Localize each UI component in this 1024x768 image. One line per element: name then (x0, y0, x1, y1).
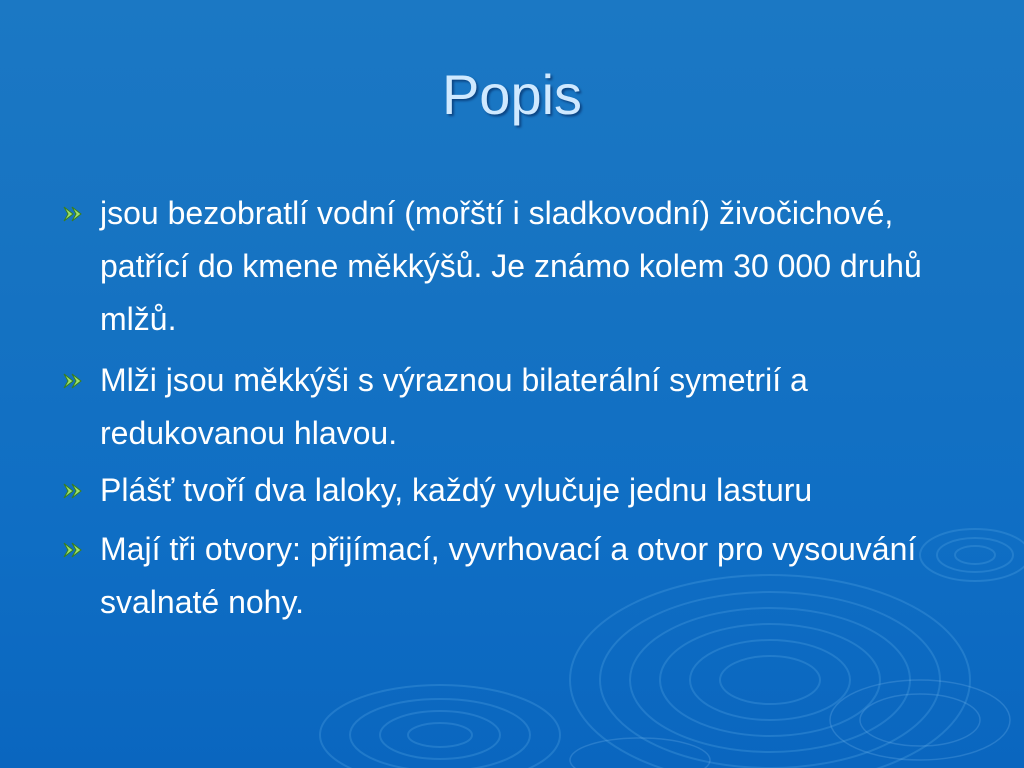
bullet-item (62, 187, 962, 346)
bullet-text: Mají tři otvory: přijímací, vyvrhovací a otvor pro vysouvání svalnaté nohy. (100, 531, 917, 620)
bullet-item (62, 523, 962, 629)
chevron-arrow-icon (62, 371, 84, 391)
bullet-text: Plášť tvoří dva laloky, každý vylučuje jednu lasturu (100, 472, 813, 508)
bullet-text: jsou bezobratlí vodní (mořští i sladkovodní) živočichové, patřící do kmene měkkýšů. Je známo kolem 30 000 druhů mlžů. (100, 195, 922, 337)
chevron-arrow-icon (62, 481, 84, 501)
bullet-text: Mlži jsou měkkýši s výraznou bilaterální symetrií a redukovanou hlavou. (100, 362, 808, 451)
bullet-item (62, 464, 962, 517)
chevron-arrow-icon (62, 204, 84, 224)
slide-title: Popis (441, 63, 583, 126)
chevron-arrow-icon (62, 540, 84, 560)
bullet-list (62, 187, 962, 639)
bullet-item (62, 354, 962, 460)
